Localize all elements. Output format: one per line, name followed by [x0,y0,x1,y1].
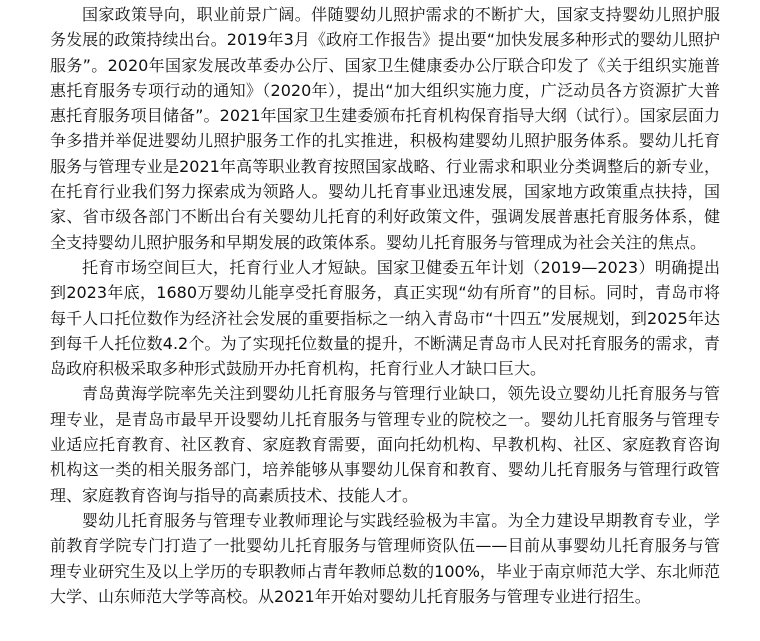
paragraph-market: 托育市场空间巨大，托育行业人才短缺。国家卫健委五年计划（2019—2023）明确提出到2023年底，1680万婴幼儿能享受托育服务，真正实现“幼有所育”的目标。同时，青岛市将每千人口托位数作为经济社会发展的重要指标之一纳入青岛市“十四五”发展规划，到2025年达到每千人托位数4.2个。为了实现托位数量的提升，不断满足青岛市人民对托育服务的需求，青岛政府积极采取多种形式鼓励开办托育机构，托育行业人才缺口巨大。 [50,257,720,379]
paragraph-faculty: 婴幼儿托育服务与管理专业教师理论与实践经验极为丰富。为全力建设早期教育专业，学前教育学院专门打造了一批婴幼儿托育服务与管理师资队伍——目前从事婴幼儿托育服务与管理专业研究生及以上学历的专职教师占青年教师总数的100%，毕业于南京师范大学、东北师范大学、山东师范大学等高校。从2021年开始对婴幼儿托育服务与管理专业进行招生。 [50,510,720,606]
article-body [50,2,720,609]
paragraph-college: 青岛黄海学院率先关注到婴幼儿托育服务与管理行业缺口，领先设立婴幼儿托育服务与管理专业，是青岛市最早开设婴幼儿托育服务与管理专业的院校之一。婴幼儿托育服务与管理专业适应托育教育、社区教育、家庭教育需要，面向托幼机构、早教机构、社区、家庭教育咨询机构这一类的相关服务部门，培养能够从事婴幼儿保育和教育、婴幼儿托育服务与管理行政管理、家庭教育咨询与指导的高素质技术、技能人才。 [50,384,720,505]
paragraph-policy: 国家政策导向，职业前景广阔。伴随婴幼儿照护需求的不断扩大，国家支持婴幼儿照护服务发展的政策持续出台。2019年3月《政府工作报告》提出要“加快发展多种形式的婴幼儿照护服务”。2020年国家发展改革委办公厅、国家卫生健康委办公厅联合印发了《关于组织实施普惠托育服务专项行动的通知》（2020年），提出“加大组织实施力度，广泛动员各方资源扩大普惠托育服务项目储备”。2021年国家卫生建委颁布托育机构保育指导大纲（试行）。国家层面力争多措并举促进婴幼儿照护服务工作的扎实推进，积极构建婴幼儿照护服务体系。婴幼儿托育服务与管理专业是2021年高等职业教育按照国家战略、行业需求和职业分类调整后的新专业，在托育行业我们努力探索成为领路人。婴幼儿托育事业迅速发展，国家地方政策重点扶持，国家、省市级各部门不断出台有关婴幼儿托育的利好政策文件，强调发展普惠托育服务体系，健全支持婴幼儿照护服务和早期发展的政策体系。婴幼儿托育服务与管理成为社会关注的焦点。 [50,5,720,252]
